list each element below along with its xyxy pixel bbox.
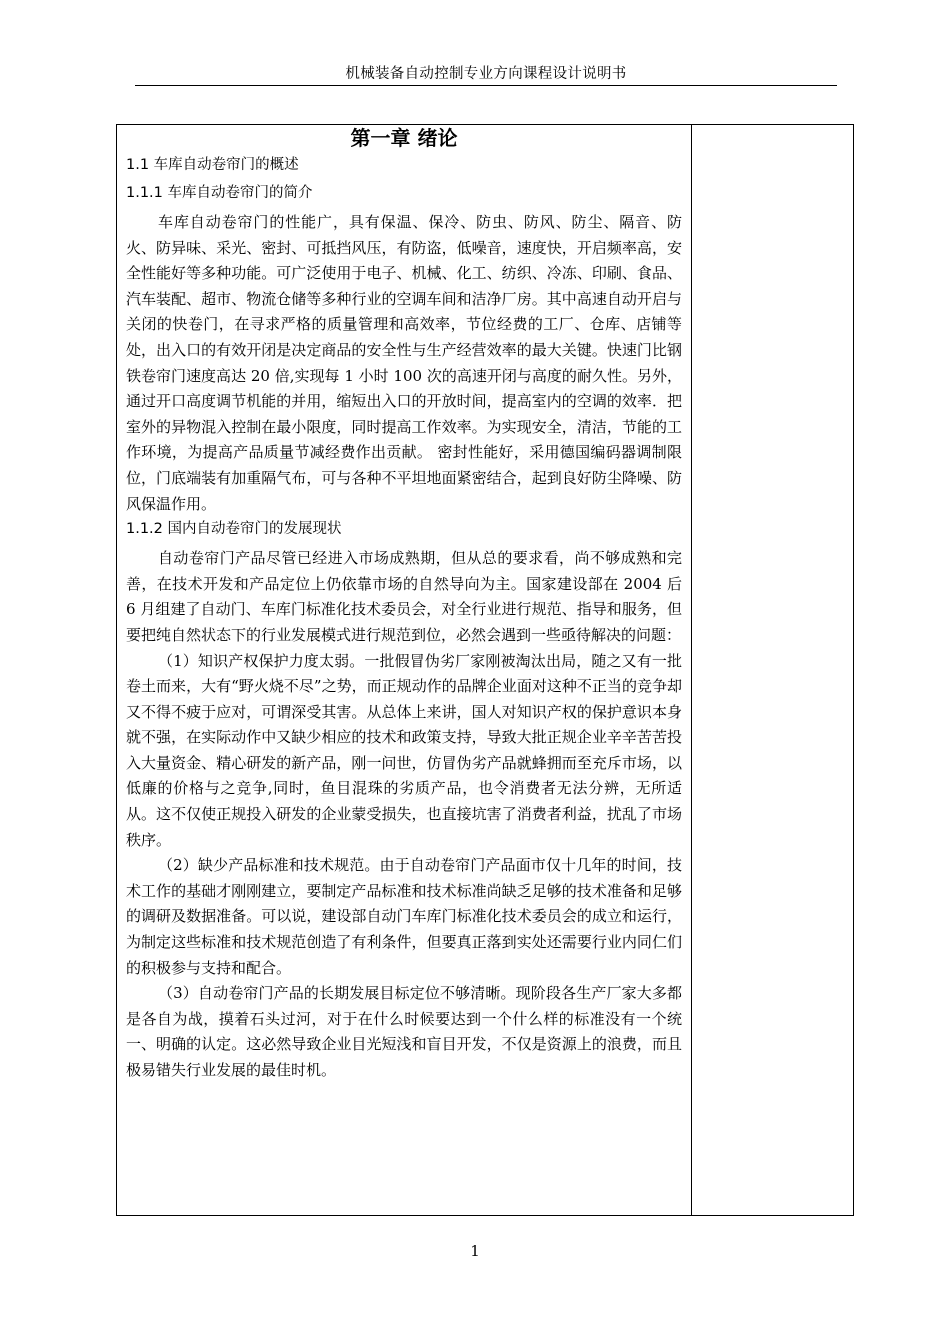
problem-paragraph-2: （2）缺少产品标准和技术规范。由于自动卷帘门产品面市仅十几年的时间，技术工作的基础才刚刚建立，要制定产品标准和技术标准尚缺乏足够的技术准备和足够的调研及数据准备。可以说，建设部自动门车库门标准化技术委员会的成立和运行，为制定这些标准和技术规范创造了有利条件，但要真正落到实处还需要行业内同仁们的积极参与支持和配合。 [126, 856, 682, 977]
intro-paragraph: 车库自动卷帘门的性能广，具有保温、保冷、防虫、防风、防尘、隔音、防火、防异味、采光、密封、可抵挡风压，有防盗，低噪音，速度快，开启频率高，安全性能好等多种功能。可广泛使用于电子、机械、化工、纺织、冷冻、印刷、食品、汽车装配、超市、物流仓储等多种行业的空调车间和洁净厂房。其中高速自动开启与关闭的快卷门，在寻求严格的质量管理和高效率，节位经费的工厂、仓库、店铺等处，出入口的有效开闭是决定商品的安全性与生产经营效率的最大关键。快速门比钢铁卷帘门速度高达 20 倍,实现每 1 小时 100 次的高速开闭与高度的耐久性。另外，通过开口高度调节机能的并用，缩短出入口的开放时间，提高室内的空调的效率．把室外的异物混入控制在最小限度，同时提高工作效率。为实现安全，清洁，节能的工作环境，为提高产品质量节减经费作出贡献。 密封性能好，采用德国编码器调制限位，门底端装有加重隔气布，可与各种不平坦地面紧密结合，起到良好防尘降噪、防风保温作用。 [126, 213, 682, 513]
chapter-title: 第一章 绪论 [350, 126, 458, 150]
header-rule [135, 85, 837, 86]
section-heading-1-1: 1.1 车库自动卷帘门的概述 [126, 157, 299, 173]
margin-column-divider [691, 124, 692, 1216]
main-content-cell [126, 124, 682, 1084]
problem-paragraph-3: （3）自动卷帘门产品的长期发展目标定位不够清晰。现阶段各生产厂家大多都是各自为战，摸着石头过河，对于在什么时候要达到一个什么样的标准没有一个统一、明确的认定。这必然导致企业目光短浅和盲目开发，不仅是资源上的浪费，而且极易错失行业发展的最佳时机。 [126, 984, 682, 1079]
document-header-title: 机械装备自动控制专业方向课程设计说明书 [345, 66, 627, 82]
status-paragraph: 自动卷帘门产品尽管已经进入市场成熟期，但从总的要求看，尚不够成熟和完善，在技术开发和产品定位上仍依靠市场的自然导向为主。国家建设部在 2004 后 6 月组建了自动门、车库门标准化技术委员会，对全行业进行规范、指导和服务，但要把纯自然状态下的行业发展模式进行规范到位，必然会遇到一些亟待解决的问题： [126, 549, 682, 644]
problem-paragraph-1: （1）知识产权保护力度太弱。一批假冒伪劣厂家刚被淘汰出局，随之又有一批卷土而来，大有“野火烧不尽”之势，而正规动作的品牌企业面对这种不正当的竞争却又不得不疲于应对，可谓深受其害。从总体上来讲，国人对知识产权的保护意识本身就不强，在实际动作中又缺少相应的技术和政策支持，导致大批正规企业辛辛苦苦投入大量资金、精心研发的新产品，刚一问世，仿冒伪劣产品就蜂拥而至充斥市场，以低廉的价格与之竞争,同时，鱼目混珠的劣质产品，也令消费者无法分辨，无所适从。这不仅使正规投入研发的企业蒙受损失，也直接坑害了消费者利益，扰乱了市场秩序。 [126, 651, 682, 849]
section-heading-1-1-1: 1.1.1 车库自动卷帘门的简介 [126, 185, 313, 201]
section-heading-1-1-2: 1.1.2 国内自动卷帘门的发展现状 [126, 521, 342, 538]
page-number: 1 [470, 1242, 480, 1260]
